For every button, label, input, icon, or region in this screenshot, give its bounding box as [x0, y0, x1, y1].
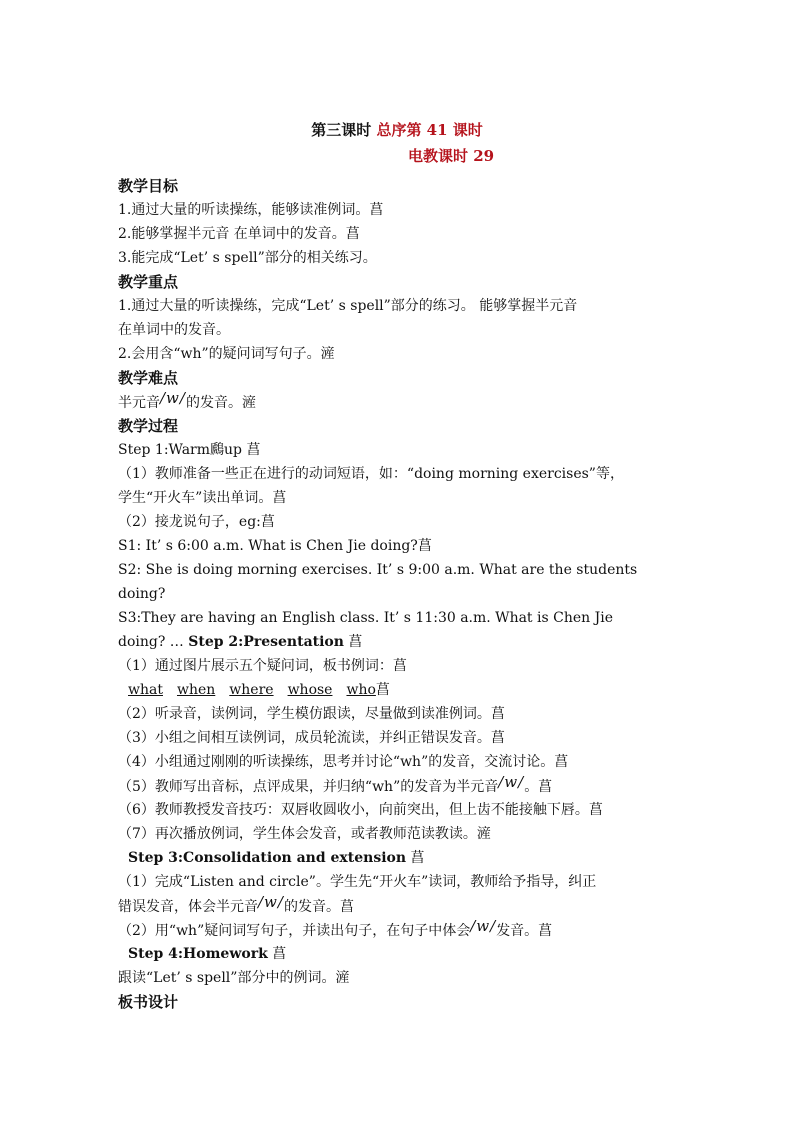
- example-word: what: [128, 682, 163, 698]
- goal-item: 1.通过大量的听读操练，能够读准例词。菖: [118, 202, 384, 218]
- example-word: where: [229, 682, 274, 698]
- step-2-item: （4）小组通过刚刚的听读操练，思考并讨论“wh”的发音，交流讨论。菖: [118, 754, 569, 770]
- key-point-line: 2.会用含“wh”的疑问词写句子。滻: [118, 346, 335, 362]
- step-3-title-line: Step 3:Consolidation and extension 菖: [128, 850, 425, 866]
- key-point-line: 1.通过大量的听读操练，完成“Let’ s spell”部分的练习。 能够掌握半元音: [118, 298, 578, 314]
- goal-item: 3.能完成“Let’ s spell”部分的相关练习。: [118, 250, 377, 266]
- goal-item: 2.能够掌握半元音 在单词中的发音。菖: [118, 226, 360, 242]
- process-heading: 教学过程: [118, 417, 179, 435]
- step-2-item: （7）再次播放例词，学生体会发音，或者教师范读教读。滻: [118, 826, 491, 842]
- phonetic-symbol: /w/: [498, 773, 525, 791]
- phonetic-symbol: /w/: [258, 893, 284, 911]
- document-body: [118, 174, 678, 1014]
- example-word: when: [176, 682, 216, 698]
- title-serial: 总序第 41 课时: [376, 121, 483, 139]
- phonetic-symbol: /w/: [470, 917, 497, 935]
- step-2-item: （5）教师写出音标，点评成果，并归纳“wh”的发音为半元音/w/。菖: [118, 773, 553, 795]
- dialogue-line: doing?: [118, 586, 166, 602]
- step-1-item: 学生“开火车”读出单词。菖: [118, 490, 287, 506]
- goals-heading: 教学目标: [118, 177, 179, 195]
- step-3-title: Step 3:Consolidation and extension: [128, 850, 407, 866]
- title-line-1: [0, 118, 794, 142]
- title-lesson: 第三课时: [311, 121, 377, 139]
- example-word: whose: [287, 682, 333, 698]
- title-line-2: 电教课时 29: [408, 147, 495, 165]
- step-4-title-line: Step 4:Homework 菖: [128, 946, 287, 962]
- homework-line: 跟读“Let’ s spell”部分中的例词。滻: [118, 970, 350, 986]
- title-block: [0, 118, 794, 165]
- step-1-item: （1）教师准备一些正在进行的动词短语，如：“doing morning exercises”等，: [118, 466, 624, 482]
- step-2-title: Step 2:Presentation: [188, 634, 344, 650]
- difficulty-line: 半元音/w/的发音。滻: [118, 389, 256, 411]
- dialogue-line: S2: She is doing morning exercises. It’ s 9:00 a.m. What are the students: [118, 562, 638, 578]
- dialogue-line: S3:They are having an English class. It’ s 11:30 a.m. What is Chen Jie: [118, 610, 613, 626]
- step-2-item: （1）通过图片展示五个疑问词，板书例词：菖: [118, 658, 407, 674]
- step-4-title: Step 4:Homework: [128, 946, 268, 962]
- key-points-heading: 教学重点: [118, 273, 179, 291]
- example-words: what when where whose who菖: [128, 682, 390, 698]
- dialogue-line: S1: It’ s 6:00 a.m. What is Chen Jie doing?菖: [118, 538, 432, 554]
- step-2-item: （3）小组之间相互读例词，成员轮流读，并纠正错误发音。菖: [118, 730, 505, 746]
- phonetic-symbol: /w/: [160, 389, 186, 407]
- difficulty-heading: 教学难点: [118, 369, 179, 387]
- step-3-item: （2）用“wh”疑问词写句子，并读出句子，在句子中体会/w/发音。菖: [118, 917, 553, 939]
- dialogue-line: doing? … Step 2:Presentation 菖: [118, 634, 363, 650]
- example-word: who: [346, 682, 376, 698]
- step-3-item: 错误发音，体会半元音/w/的发音。菖: [118, 893, 354, 915]
- step-2-item: （6）教师教授发音技巧：双唇收圆收小，向前突出，但上齿不能接触下唇。菖: [118, 802, 603, 818]
- board-design-heading: 板书设计: [118, 993, 179, 1011]
- step-1-item: （2）接龙说句子，eg:菖: [118, 514, 275, 530]
- step-2-item: （2）听录音，读例词，学生模仿跟读，尽量做到读准例词。菖: [118, 706, 505, 722]
- step-1-title: Step 1:Warm鷉up 菖: [118, 442, 261, 458]
- step-3-item: （1）完成“Listen and circle”。学生先“开火车”读词，教师给予指导，纠正: [118, 874, 597, 890]
- key-point-line: 在单词中的发音。: [118, 322, 230, 338]
